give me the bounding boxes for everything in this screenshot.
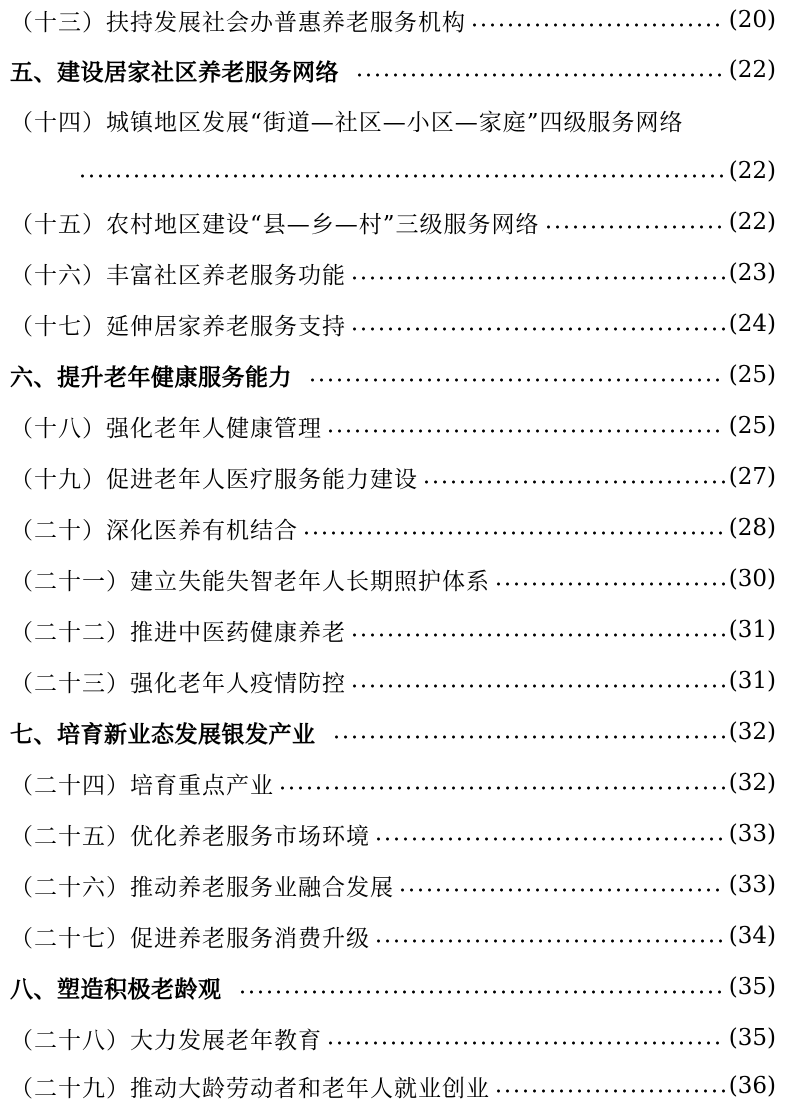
toc-entry[interactable]: [10, 559, 776, 599]
toc-entry[interactable]: [10, 1066, 776, 1106]
toc-entry-page: (20): [728, 7, 776, 33]
toc-entry-title: （十三）扶持发展社会办普惠养老服务机构: [10, 9, 466, 36]
leader-dots: [308, 378, 725, 382]
toc-entry-title: （十四）城镇地区发展“街道—社区—小区—家庭”四级服务网络: [10, 109, 684, 136]
toc-entry[interactable]: [10, 814, 776, 854]
leader-dots: [238, 990, 725, 994]
toc-entry-title: （二十七）促进养老服务消费升级: [10, 925, 370, 952]
toc-entry-page: (24): [728, 311, 776, 337]
toc-entry-title: （十八）强化老年人健康管理: [10, 415, 322, 442]
toc-entry[interactable]: [10, 916, 776, 956]
leader-dots: [326, 1041, 725, 1045]
toc-entry[interactable]: [10, 100, 776, 140]
toc-entry-page: (36): [728, 1073, 776, 1099]
toc-entry-title: （十五）农村地区建设“县—乡—村”三级服务网络: [10, 211, 540, 238]
toc-entry[interactable]: [10, 1018, 776, 1058]
toc-entry-title: （十六）丰富社区养老服务功能: [10, 262, 346, 289]
toc-entry-page: (22): [728, 209, 776, 235]
toc-entry-page: (25): [728, 413, 776, 439]
leader-dots: [494, 1089, 725, 1093]
leader-dots: [78, 174, 725, 178]
leader-dots: [350, 327, 725, 331]
toc-entry-page: (25): [728, 362, 776, 388]
leader-dots: [326, 429, 725, 433]
toc-entry-title: （二十二）推进中医药健康养老: [10, 619, 346, 646]
toc-entry-page: (33): [728, 821, 776, 847]
toc-entry-page: (22): [728, 158, 776, 184]
toc-entry[interactable]: [10, 661, 776, 701]
toc-section-title: 八、塑造积极老龄观: [10, 976, 222, 1003]
toc-entry[interactable]: [10, 457, 776, 497]
toc-entry-page: (32): [728, 770, 776, 796]
toc-entry[interactable]: [10, 865, 776, 905]
toc-section-title: 六、提升老年健康服务能力: [10, 364, 292, 391]
toc-section-entry[interactable]: [10, 712, 776, 752]
toc-section-entry[interactable]: [10, 355, 776, 395]
toc-entry-page: (35): [728, 974, 776, 1000]
leader-dots: [374, 837, 725, 841]
leader-dots: [374, 939, 725, 943]
toc-entry[interactable]: [10, 610, 776, 650]
leader-dots: [422, 480, 725, 484]
toc-entry[interactable]: [10, 0, 776, 40]
toc-section-entry[interactable]: [10, 50, 776, 90]
toc-entry[interactable]: [10, 763, 776, 803]
leader-dots: [332, 735, 725, 739]
toc-entry-continuation[interactable]: [10, 151, 776, 191]
toc-entry-title: （十七）延伸居家养老服务支持: [10, 313, 346, 340]
toc-entry-title: （二十五）优化养老服务市场环境: [10, 823, 370, 850]
toc-entry-title: （十九）促进老年人医疗服务能力建设: [10, 466, 418, 493]
toc-entry-page: (35): [728, 1025, 776, 1051]
toc-entry-page: (23): [728, 260, 776, 286]
toc-section-title: 七、培育新业态发展银发产业: [10, 721, 316, 748]
leader-dots: [494, 582, 725, 586]
toc-entry-title: （二十九）推动大龄劳动者和老年人就业创业: [10, 1075, 490, 1102]
toc-entry-page: (27): [728, 464, 776, 490]
toc-entry-page: (22): [728, 57, 776, 83]
leader-dots: [398, 888, 725, 892]
leader-dots: [350, 684, 725, 688]
toc-entry-page: (30): [728, 566, 776, 592]
toc-entry[interactable]: [10, 406, 776, 446]
toc-entry-page: (31): [728, 617, 776, 643]
leader-dots: [470, 23, 725, 27]
toc-entry-page: (28): [728, 515, 776, 541]
toc-entry-page: (31): [728, 668, 776, 694]
leader-dots: [302, 531, 725, 535]
leader-dots: [350, 633, 725, 637]
toc-entry[interactable]: [10, 202, 776, 242]
toc-entry[interactable]: [10, 508, 776, 548]
toc-entry-page: (32): [728, 719, 776, 745]
toc-entry[interactable]: [10, 253, 776, 293]
leader-dots: [355, 73, 725, 77]
leader-dots: [544, 225, 725, 229]
toc-entry-page: (34): [728, 923, 776, 949]
leader-dots: [350, 276, 725, 280]
leader-dots: [278, 786, 725, 790]
toc-entry-title: （二十三）强化老年人疫情防控: [10, 670, 346, 697]
toc-entry-title: （二十八）大力发展老年教育: [10, 1027, 322, 1054]
toc-entry[interactable]: [10, 304, 776, 344]
toc-entry-title: （二十六）推动养老服务业融合发展: [10, 874, 394, 901]
toc-entry-page: (33): [728, 872, 776, 898]
toc-entry-title: （二十一）建立失能失智老年人长期照护体系: [10, 568, 490, 595]
toc-entry-title: （二十）深化医养有机结合: [10, 517, 298, 544]
toc-section-title: 五、建设居家社区养老服务网络: [10, 59, 339, 86]
toc-section-entry[interactable]: [10, 967, 776, 1007]
toc-entry-title: （二十四）培育重点产业: [10, 772, 274, 799]
